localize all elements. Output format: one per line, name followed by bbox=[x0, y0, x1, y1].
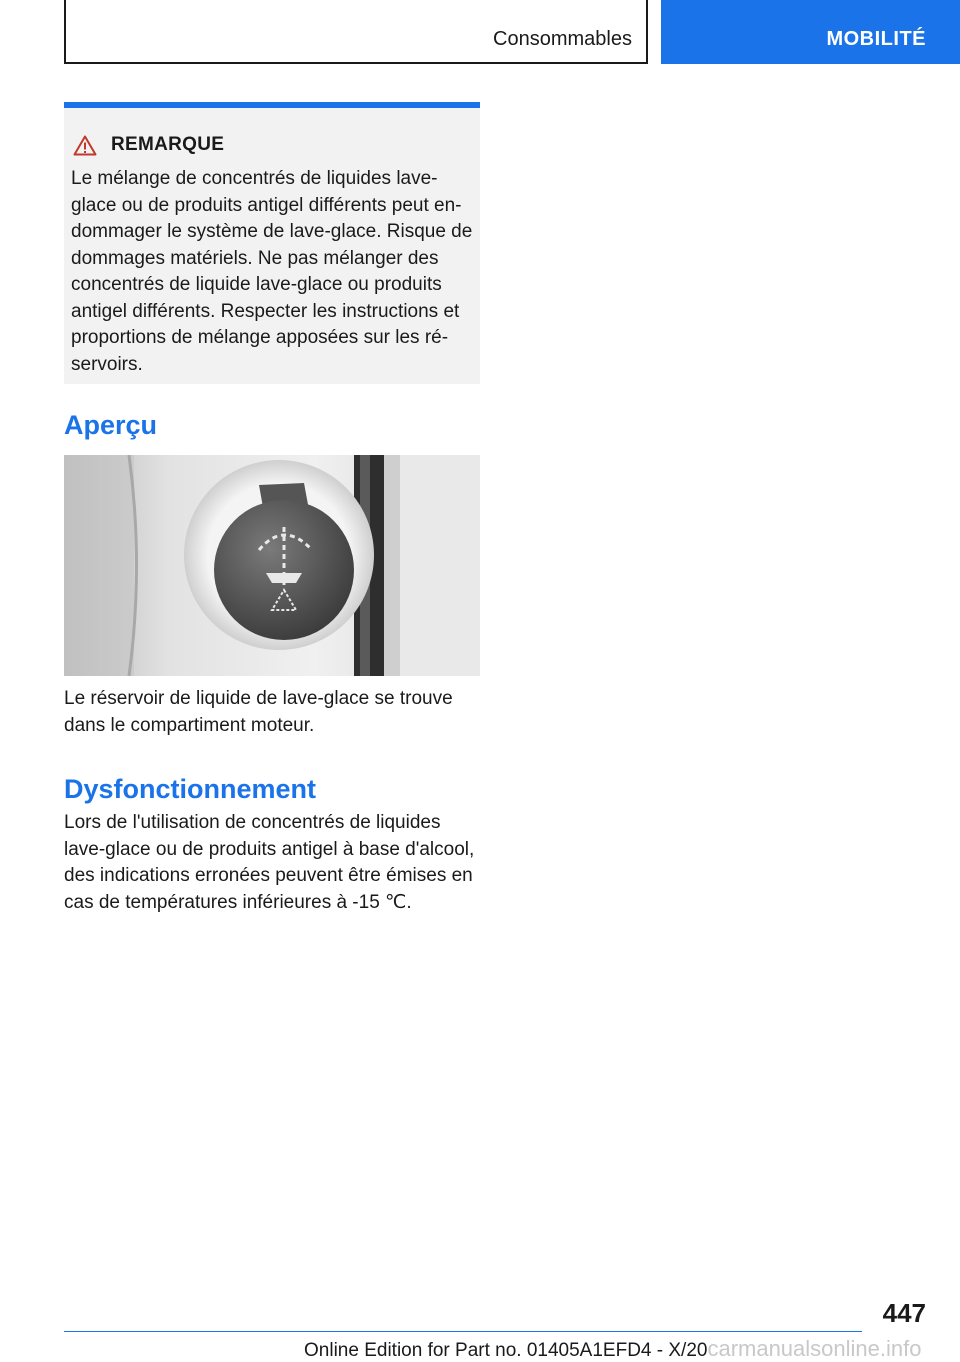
washer-reservoir-cap-photo bbox=[64, 455, 480, 676]
overview-heading: Aperçu bbox=[64, 410, 158, 440]
warning-triangle-icon bbox=[73, 135, 97, 156]
overview-text: Le réservoir de liquide de lave-glace se trouve dans le compartiment moteur. bbox=[64, 688, 453, 736]
warning-box bbox=[64, 102, 480, 384]
malfunction-heading: Dysfonctionnement bbox=[64, 774, 317, 804]
footer-edition bbox=[304, 1336, 921, 1362]
warning-title-text: REMARQUE bbox=[111, 134, 225, 155]
header-chapter-tab: MOBILITÉ bbox=[661, 0, 960, 64]
watermark-text: carmanualsonline.info bbox=[707, 1336, 922, 1361]
warning-title bbox=[73, 134, 224, 156]
warning-body: Le mélange de concentrés de liquides lave- glace ou de produits antigel différents peut en- dommager le système de lave-glace. Risque de dommages matériels. Ne pas mélanger des concentrés de liquide lave-glace ou produits antigel différents. Respecter les instructions et proportions de mélange apposées sur les ré- servoirs. bbox=[71, 168, 473, 375]
page-number: 447 bbox=[882, 1298, 926, 1328]
header-section-box bbox=[64, 0, 648, 64]
footer-divider bbox=[64, 1331, 862, 1332]
footer-edition-text: Online Edition for Part no. 01405A1EFD4 - X/20 bbox=[304, 1340, 708, 1361]
malfunction-text: Lors de l'utilisation de concentrés de liquides lave-glace ou de produits antigel à base d'alcool, des indications erronées peuvent être émises en cas de températures inférieures à -15 ℃. bbox=[64, 812, 475, 913]
header-section-title: Consommables bbox=[493, 28, 632, 50]
